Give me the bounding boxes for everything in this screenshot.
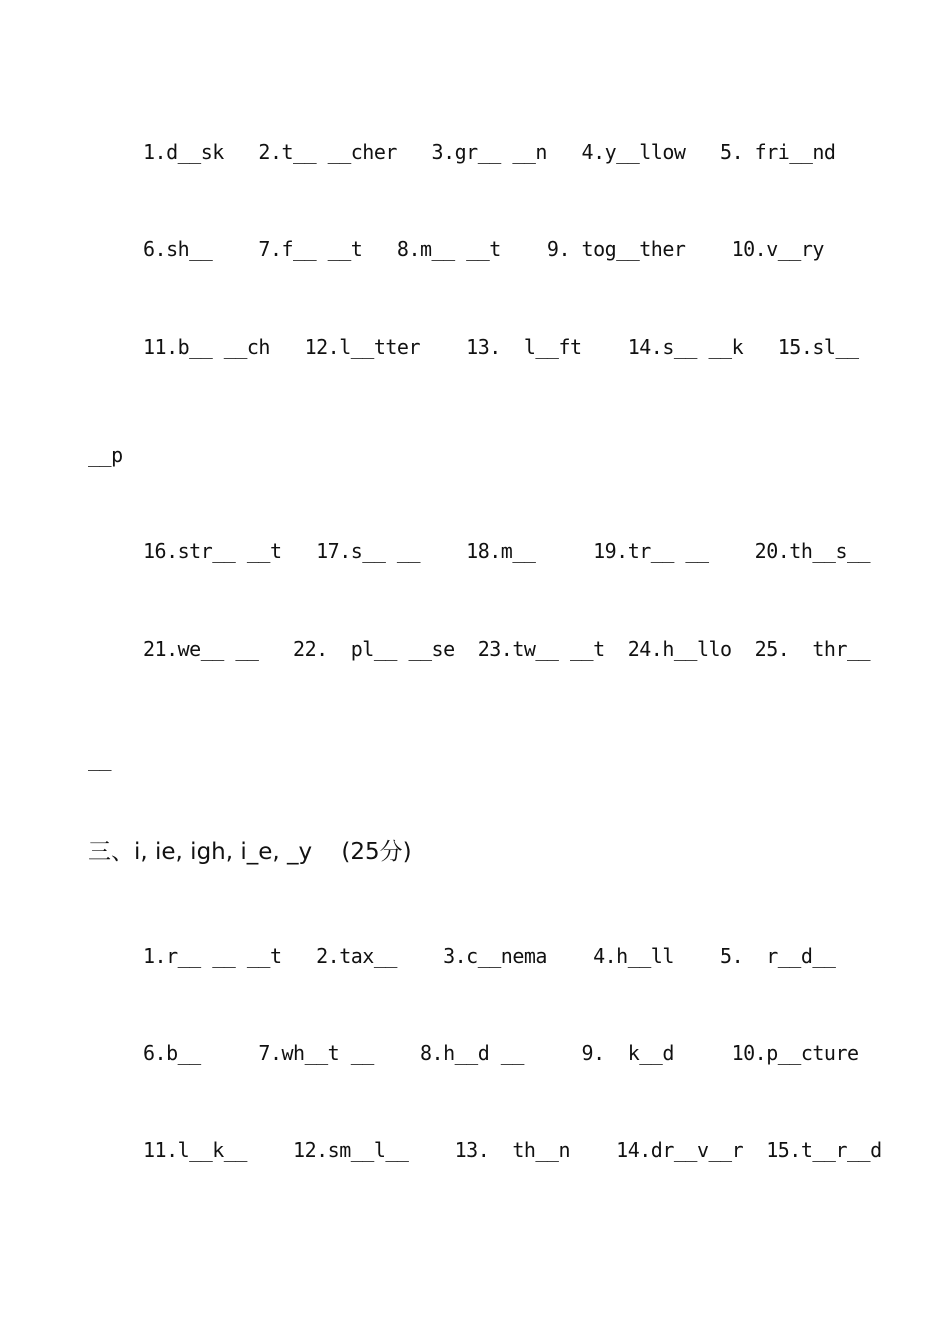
exercise-line-21-25: 21.we__ __ 22. pl__ __se 23.tw__ __t 24.h__llo 25. thr__ <box>143 637 871 661</box>
exercise-line-6-10: 6.sh__ 7.f__ __t 8.m__ __t 9. tog__ther 10.v__ry <box>143 237 824 261</box>
exercise-line-15-wrap: __p <box>88 443 123 467</box>
exercise-line-6-10-s3: 6.b__ 7.wh__t __ 8.h__d __ 9. k__d 10.p__cture <box>143 1041 859 1065</box>
exercise-line-25-wrap: __ <box>88 747 112 771</box>
exercise-line-1-5-s3: 1.r__ __ __t 2.tax__ 3.c__nema 4.h__ll 5. r__d__ <box>143 944 836 968</box>
exercise-line-11-15: 11.b__ __ch 12.l__tter 13. l__ft 14.s__ __k 15.sl__ <box>143 335 859 359</box>
section-heading: 三、i, ie, igh, i_e, _y (25分) <box>88 839 412 865</box>
exercise-line-16-20: 16.str__ __t 17.s__ __ 18.m__ 19.tr__ __ 20.th__s__ <box>143 539 871 563</box>
exercise-line-1-5: 1.d__sk 2.t__ __cher 3.gr__ __n 4.y__llow 5. fri__nd <box>143 140 836 164</box>
exercise-line-11-15-s3: 11.l__k__ 12.sm__l__ 13. th__n 14.dr__v__r 15.t__r__d <box>143 1138 882 1162</box>
